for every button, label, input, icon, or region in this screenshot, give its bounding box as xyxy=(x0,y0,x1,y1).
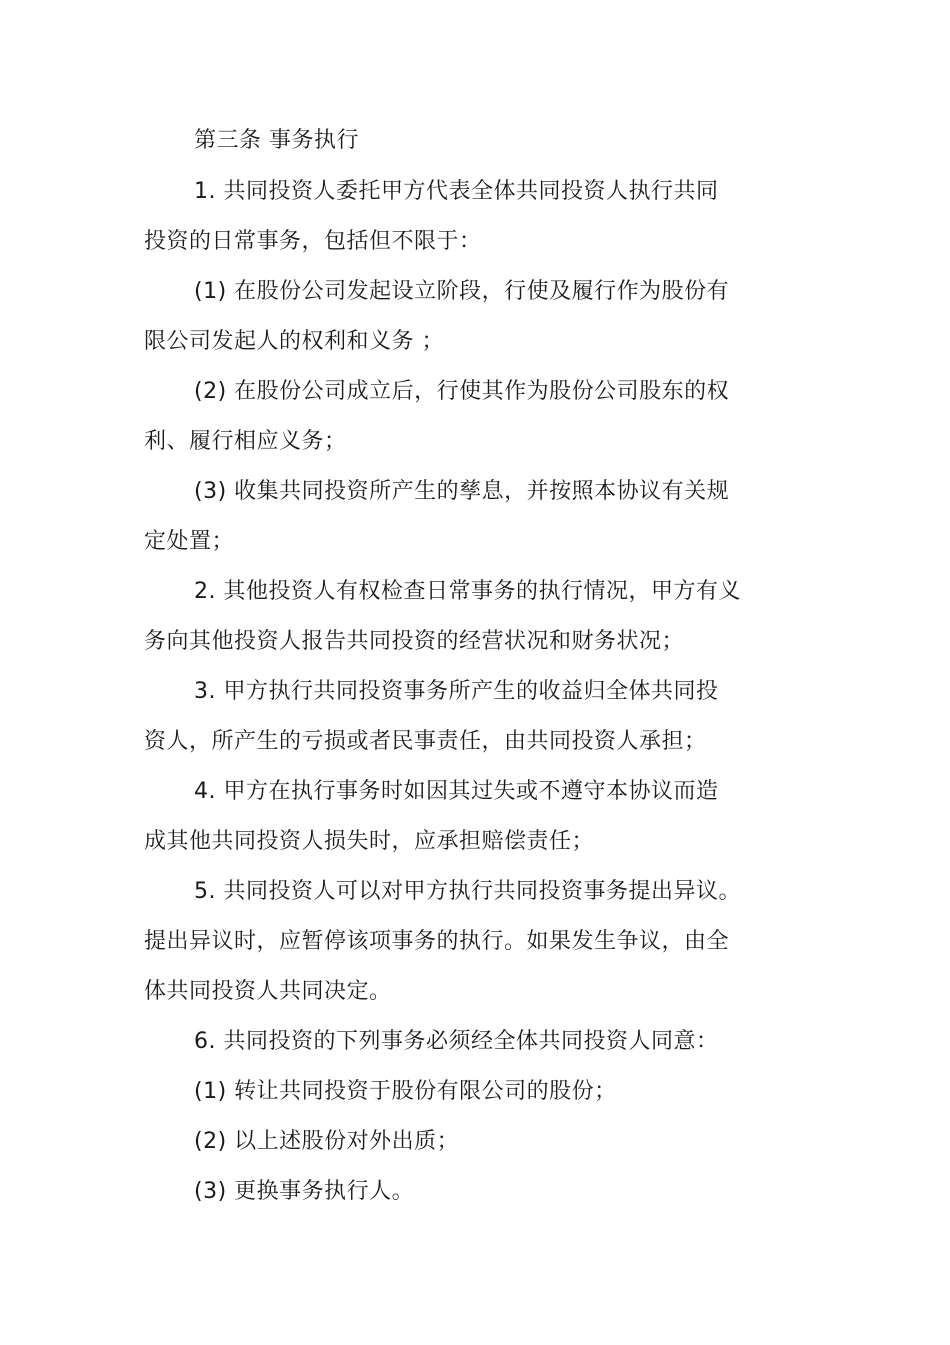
paragraph-line: 6. 共同投资的下列事务必须经全体共同投资人同意： xyxy=(194,1029,719,1054)
paragraph-line: (1) 在股份公司发起设立阶段，行使及履行作为股份有 xyxy=(194,279,730,304)
paragraph-line: 5. 共同投资人可以对甲方执行共同投资事务提出异议。 xyxy=(194,879,741,904)
paragraph-line: 成其他共同投资人损失时，应承担赔偿责任； xyxy=(144,829,595,854)
paragraph-line: (2) 在股份公司成立后，行使其作为股份公司股东的权 xyxy=(194,379,730,404)
paragraph-line: 2. 其他投资人有权检查日常事务的执行情况，甲方有义 xyxy=(194,579,741,604)
paragraph-line: (3) 收集共同投资所产生的孳息，并按照本协议有关规 xyxy=(194,479,730,504)
paragraph-line: 1. 共同投资人委托甲方代表全体共同投资人执行共同 xyxy=(194,179,719,204)
paragraph-line: 资人，所产生的亏损或者民事责任，由共同投资人承担； xyxy=(144,729,707,754)
paragraph-line: 投资的日常事务，包括但不限于： xyxy=(144,229,482,254)
paragraph-line: (3) 更换事务执行人。 xyxy=(194,1179,415,1204)
paragraph-line: 务向其他投资人报告共同投资的经营状况和财务状况； xyxy=(144,629,685,654)
paragraph-line: 提出异议时，应暂停该项事务的执行。如果发生争议，由全 xyxy=(144,929,730,954)
paragraph-line: 4. 甲方在执行事务时如因其过失或不遵守本协议而造 xyxy=(194,779,719,804)
paragraph-line: (2) 以上述股份对外出质； xyxy=(194,1129,460,1154)
article-heading: 第三条 事务执行 xyxy=(194,128,359,153)
paragraph-line: 体共同投资人共同决定。 xyxy=(144,979,392,1004)
paragraph-line: 定处置； xyxy=(144,529,235,554)
paragraph-line: 限公司发起人的权利和义务 ； xyxy=(144,329,444,354)
paragraph-line: 3. 甲方执行共同投资事务所产生的收益归全体共同投 xyxy=(194,679,719,704)
paragraph-line: (1) 转让共同投资于股份有限公司的股份； xyxy=(194,1079,617,1104)
paragraph-line: 利、履行相应义务； xyxy=(144,429,347,454)
